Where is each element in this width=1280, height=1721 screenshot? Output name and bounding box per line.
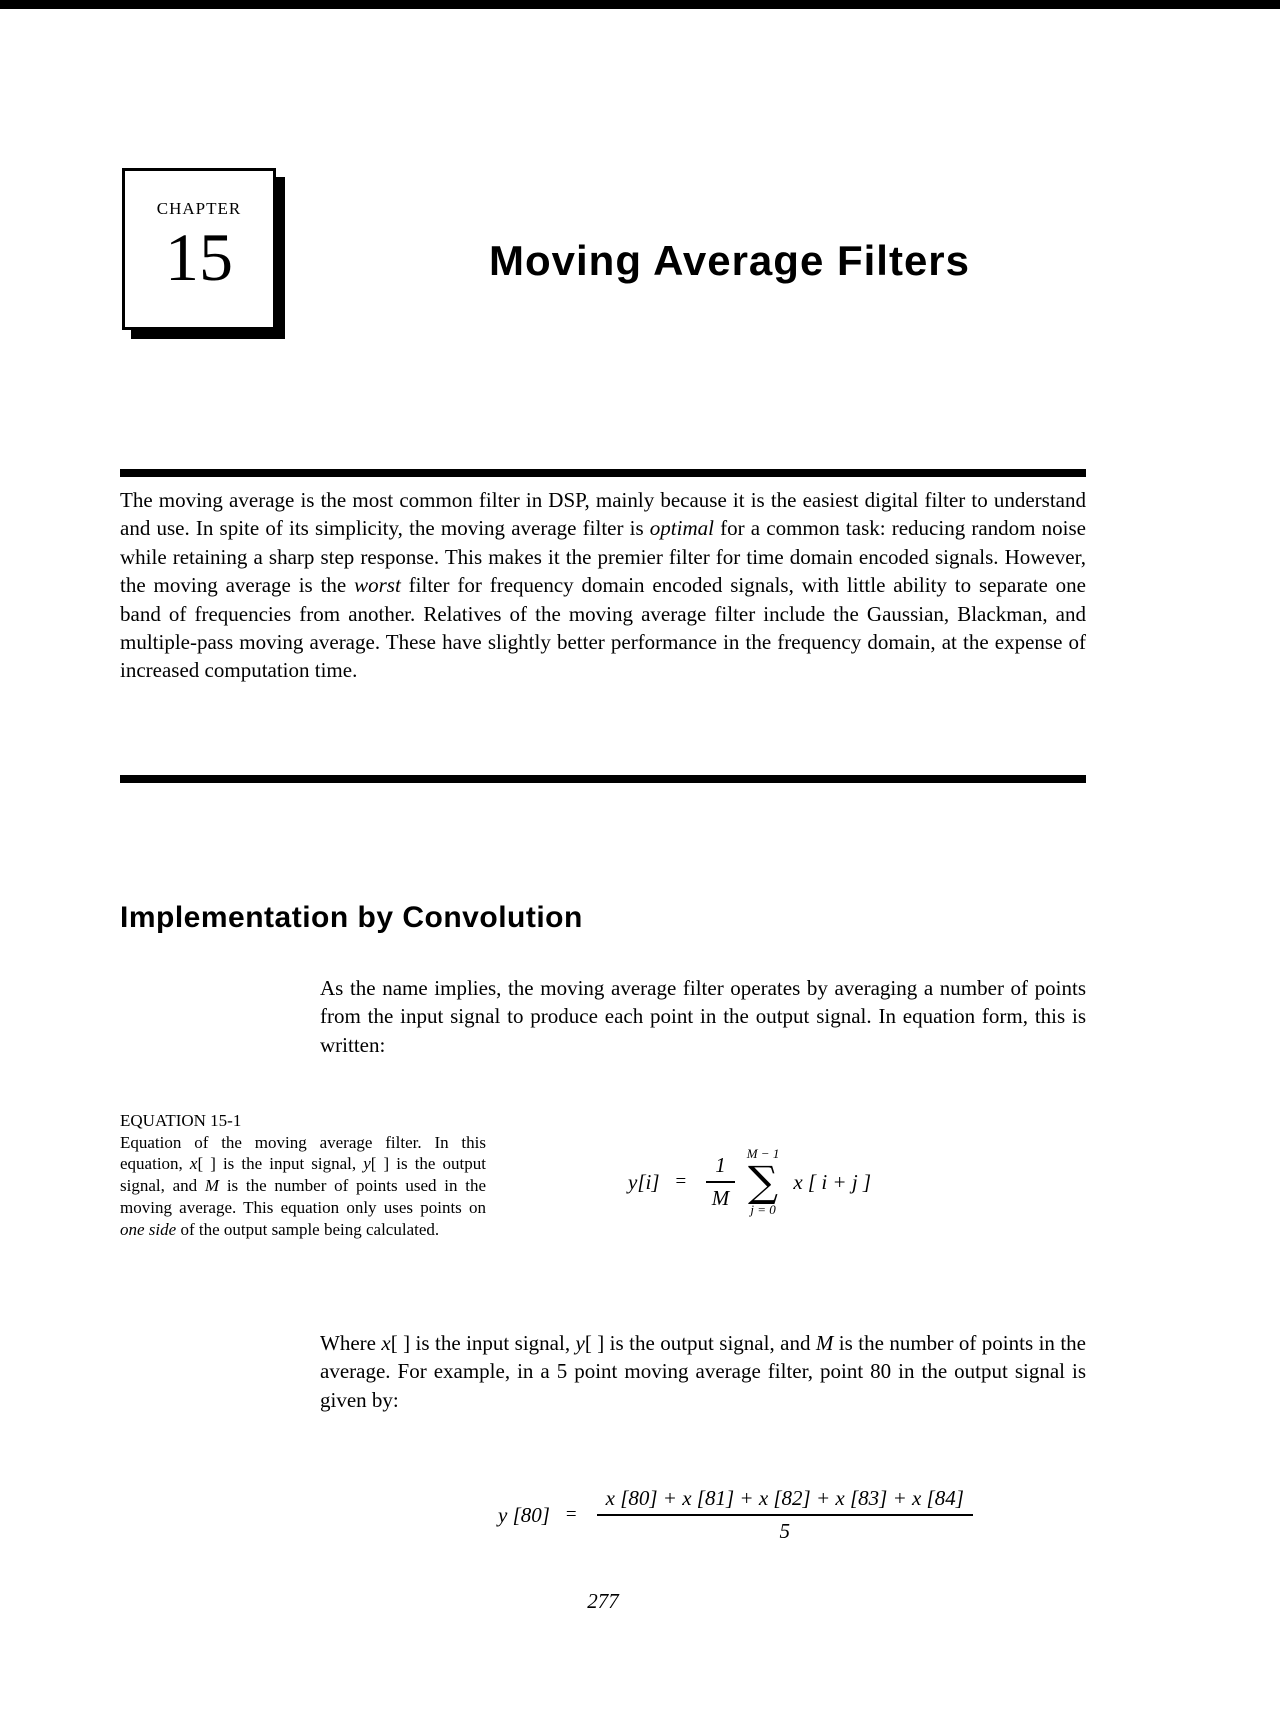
caption-italic-one-side: one side: [120, 1219, 177, 1239]
sigma-icon: ∑: [748, 1157, 779, 1207]
equation1-term: x [ i + j ]: [793, 1169, 872, 1194]
scan-edge-top: [0, 0, 1280, 9]
summation-lower-limit: j = 0: [750, 1202, 776, 1218]
equation-caption: [120, 1110, 486, 1240]
equation2-fraction-numerator: x [80] + x [81] + x [82] + x [83] + x [84]: [597, 1486, 973, 1516]
equation1-fraction-numerator: 1: [706, 1153, 735, 1183]
where-paragraph: [320, 1329, 1086, 1414]
equation-caption-label: EQUATION 15-1: [120, 1111, 242, 1130]
where-text-1: Where: [320, 1331, 382, 1355]
where-text-2: [ ] is the input signal,: [390, 1331, 576, 1355]
caption-text-3: [ ] is the output signal, and: [120, 1154, 486, 1196]
equation2-equals-sign: =: [565, 1504, 577, 1525]
where-var-y: y: [575, 1331, 585, 1355]
chapter-title: Moving Average Filters: [489, 237, 971, 285]
summation: [747, 1146, 780, 1218]
horizontal-rule-bottom: [120, 775, 1086, 783]
page-number: 277: [587, 1589, 619, 1613]
equation2-fraction: [597, 1486, 973, 1544]
where-var-m: M: [815, 1331, 834, 1355]
caption-var-x: x: [189, 1154, 198, 1174]
equation2-lhs: y [80]: [498, 1502, 550, 1527]
horizontal-rule-top: [120, 469, 1086, 477]
equation-example-y80: [498, 1486, 973, 1544]
intro-paragraph: [120, 486, 1086, 685]
caption-text-2: [ ] is the input signal,: [197, 1154, 364, 1174]
intro-italic-optimal: optimal: [649, 516, 714, 541]
equation1-fraction: [706, 1153, 735, 1211]
equation1-fraction-denominator: M: [711, 1186, 730, 1211]
summation-upper-limit: M − 1: [746, 1146, 780, 1161]
where-var-x: x: [381, 1331, 391, 1355]
equation2-fraction-denominator: 5: [779, 1519, 791, 1543]
equation1-equals-sign: =: [675, 1171, 687, 1193]
equation1-lhs: y[i]: [628, 1169, 660, 1194]
equation-15-1: [628, 1146, 871, 1218]
caption-text-4: is the number of points used in the moving average. This equation only uses points on: [120, 1176, 486, 1217]
caption-text-1: Equation of the moving average filter. In this equation,: [120, 1132, 486, 1174]
where-text-4: is the number of points in the average. For example, in a 5 point moving average filter, point 80 in the output signal is given by:: [320, 1331, 1086, 1412]
caption-text-5: of the output sample being calculated.: [176, 1219, 440, 1239]
chapter-badge-label: CHAPTER: [156, 199, 242, 218]
intro-text-2: for a common task: reducing random noise while retaining a sharp step response. This makes it the premier filter for time domain encoded signals. However, the moving average is the: [120, 516, 1087, 598]
section-heading: Implementation by Convolution: [120, 901, 583, 934]
caption-var-m: M: [204, 1176, 220, 1196]
where-text-3: [ ] is the output signal, and: [584, 1331, 816, 1355]
chapter-badge-number: 15: [165, 219, 233, 295]
caption-var-y: y: [363, 1154, 371, 1174]
convolution-intro-paragraph: As the name implies, the moving average filter operates by averaging a number of points from the input signal to produce each point in the output signal. In equation form, this is written:: [320, 976, 1086, 1057]
intro-text-1: The moving average is the most common filter in DSP, mainly because it is the easiest digital filter to understand and use. In spite of its simplicity, the moving average filter is: [120, 488, 1086, 541]
chapter-badge: [122, 168, 276, 330]
intro-text-3: filter for frequency domain encoded signals, with little ability to separate one band of frequencies from another. Relatives of the moving average filter include the Gaussian, Blackman, and multiple-pass moving average. These have slightly better performance in the frequency domain, at the expense of increased computation time.: [120, 573, 1086, 683]
intro-italic-worst: worst: [354, 573, 401, 598]
